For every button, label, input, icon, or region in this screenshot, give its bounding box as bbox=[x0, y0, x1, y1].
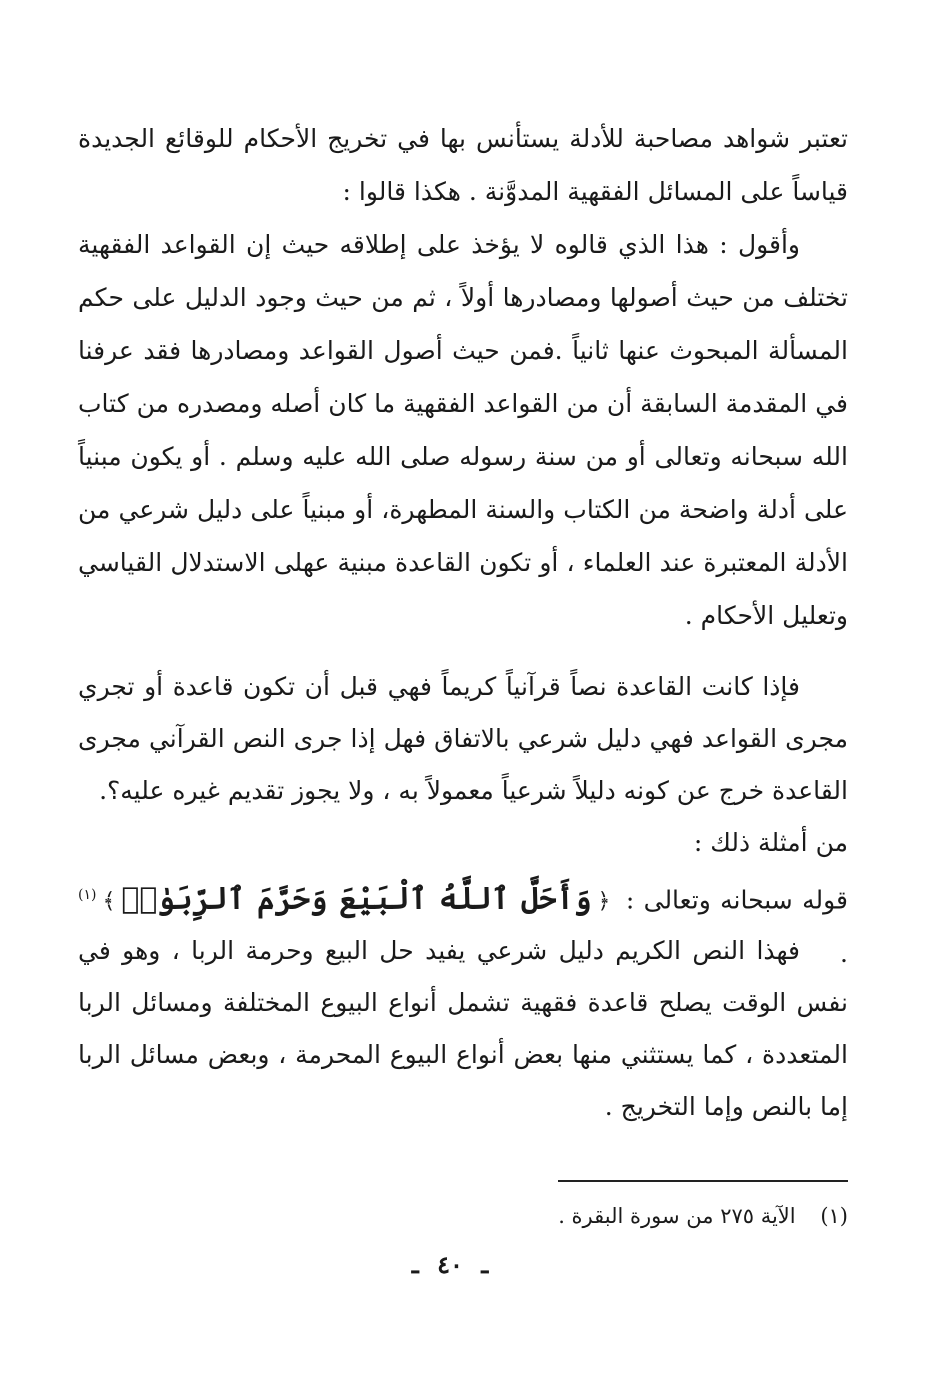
paragraph-3: فإذا كانت القاعدة نصاً قرآنياً كريماً فهي قبل أن تكون قاعدة أو تجري مجرى القواعد فهي دليل شرعي بالاتفاق فهل إذا جرى النص القرآني مجرى القاعدة خرج عن كونه دليلاً شرعياً معمولاً به ، ولا يجوز تقديم غيره عليه؟. bbox=[78, 672, 848, 805]
examples-intro: من أمثلة ذلك : bbox=[693, 828, 848, 857]
page-number-dash-right: ـ bbox=[481, 1250, 489, 1279]
quran-lead-text: قوله سبحانه وتعالى : bbox=[625, 885, 848, 915]
paragraph-2: وأقول : هذا الذي قالوه لا يؤخذ على إطلاقه حيث إن القواعد الفقهية تختلف من حيث أصولها ومصادرها أولاً ، ثم من حيث وجود الدليل على حكم المسألة المبحوث عنها ثانياً .فمن حيث أصول القواعد ومصادرها فقد عرفنا في المقدمة السابقة أن من القواعد الفقهية ما كان أصله ومصدره من كتاب الله سبحانه وتعالى أو من سنة رسوله صلى الله عليه وسلم . أو يكون مبنياً على أدلة واضحة من الكتاب والسنة المطهرة، أو مبنياً على دليل شرعي من الأدلة المعتبرة عند العلماء ، أو تكون القاعدة مبنية عهلى الاستدلال القياسي وتعليل الأحكام . bbox=[78, 230, 848, 630]
footnote-number: (١) bbox=[820, 1204, 848, 1228]
quran-line-end: . bbox=[840, 939, 848, 969]
footnote bbox=[558, 1198, 848, 1234]
text-block-2 bbox=[78, 218, 848, 642]
paragraph-1: تعتبر شواهد مصاحبة للأدلة يستأنس بها في تخريج الأحكام للوقائع الجديدة قياساً على المسائل الفقهية المدوَّنة . هكذا قالوا : bbox=[78, 124, 848, 206]
footnote-separator bbox=[558, 1180, 848, 1182]
page-number-dash-left: ـ bbox=[411, 1250, 419, 1279]
page-number bbox=[0, 1250, 940, 1279]
text-block-4 bbox=[78, 925, 848, 1133]
footnote-text: الآية ٢٧٥ من سورة البقرة . bbox=[558, 1204, 796, 1228]
quran-close-bracket: ﴾ bbox=[102, 889, 116, 915]
quran-verse: وَأَحَلَّ ٱللَّهُ ٱلْبَيْعَ وَحَرَّمَ ٱلرِّبَوٰا۟ bbox=[121, 881, 592, 917]
text-block-1 bbox=[78, 112, 848, 218]
paragraph-5: فهذا النص الكريم دليل شرعي يفيد حل البيع وحرمة الربا ، وهو في نفس الوقت يصلح قاعدة فقهية تشمل أنواع البيوع المختلفة ومسائل الربا المتعددة ، كما يستثني منها بعض أنواع البيوع المحرمة ، وبعض مسائل الربا إما بالنص وإما التخريج . bbox=[78, 936, 848, 1121]
page-number-value: ٤٠ bbox=[437, 1250, 463, 1279]
quran-open-bracket: ﴿ bbox=[597, 889, 611, 915]
footnote-reference: (١) bbox=[78, 887, 97, 903]
